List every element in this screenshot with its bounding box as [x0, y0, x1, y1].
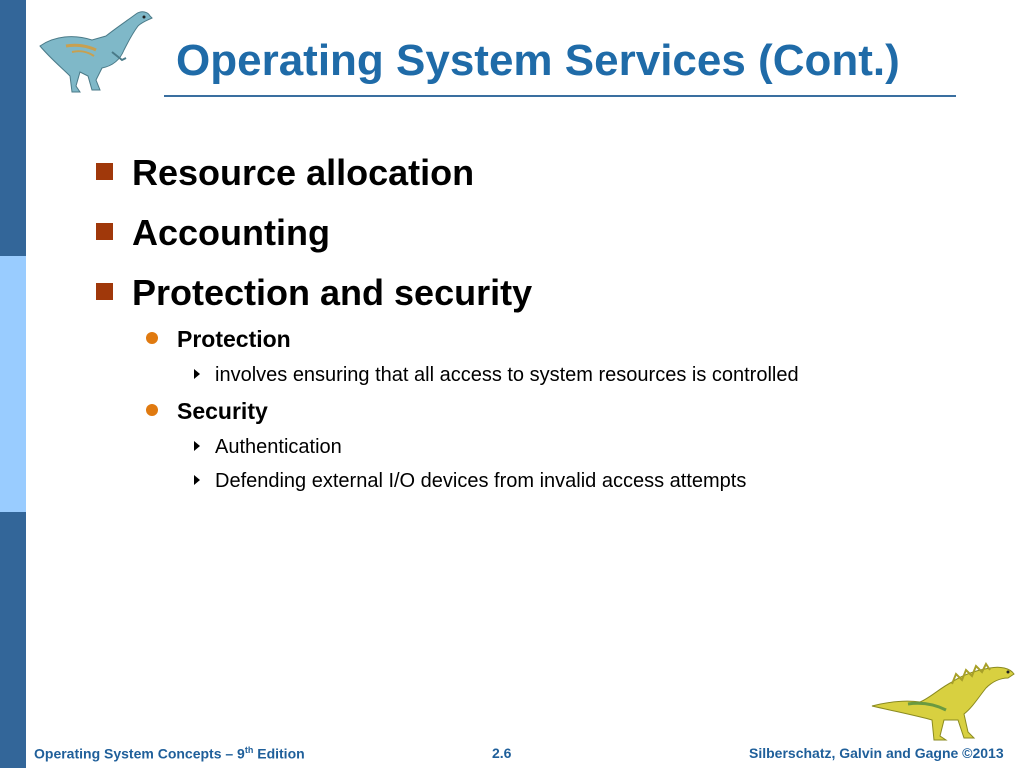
sub-bullet-security	[146, 398, 268, 425]
slide-title: Operating System Services (Cont.)	[176, 36, 900, 85]
footer-page-number: 2.6	[492, 745, 512, 761]
bullet-accounting	[96, 212, 330, 254]
bullet-text: Resource allocation	[132, 152, 475, 193]
footer-book-title	[34, 745, 305, 762]
footer-book-prefix: Operating System Concepts – 9	[34, 745, 245, 762]
square-bullet-icon	[96, 163, 113, 180]
dinosaur-icon	[36, 6, 158, 96]
footer-book-sup: th	[244, 745, 254, 755]
sub-bullet-protection	[146, 326, 291, 353]
footer-authors: Silberschatz, Galvin and Gagne ©2013	[749, 745, 1004, 761]
left-sidebar	[0, 0, 26, 768]
detail-text: Defending external I/O devices from invalid access attempts	[215, 470, 747, 492]
arrow-bullet-icon	[194, 441, 200, 451]
title-underline	[164, 95, 956, 97]
sub-bullet-text: Security	[177, 398, 268, 424]
detail-text: involves ensuring that all access to system resources is controlled	[215, 364, 799, 386]
detail-protection-definition	[194, 364, 799, 387]
sidebar-middle-segment	[0, 256, 26, 512]
dinosaur-icon	[868, 658, 1018, 742]
bullet-text: Accounting	[132, 212, 330, 253]
arrow-bullet-icon	[194, 369, 200, 379]
dot-bullet-icon	[146, 332, 158, 344]
square-bullet-icon	[96, 283, 113, 300]
detail-authentication	[194, 436, 342, 459]
sub-bullet-text: Protection	[177, 326, 291, 352]
square-bullet-icon	[96, 223, 113, 240]
footer-book-suffix: Edition	[253, 745, 305, 762]
bullet-resource-allocation	[96, 152, 474, 194]
sidebar-bottom-segment	[0, 512, 26, 768]
dot-bullet-icon	[146, 404, 158, 416]
bullet-text: Protection and security	[132, 272, 533, 313]
detail-text: Authentication	[215, 436, 342, 458]
detail-defending-io	[194, 470, 746, 493]
arrow-bullet-icon	[194, 475, 200, 485]
bullet-protection-and-security	[96, 272, 532, 314]
sidebar-top-segment	[0, 0, 26, 256]
